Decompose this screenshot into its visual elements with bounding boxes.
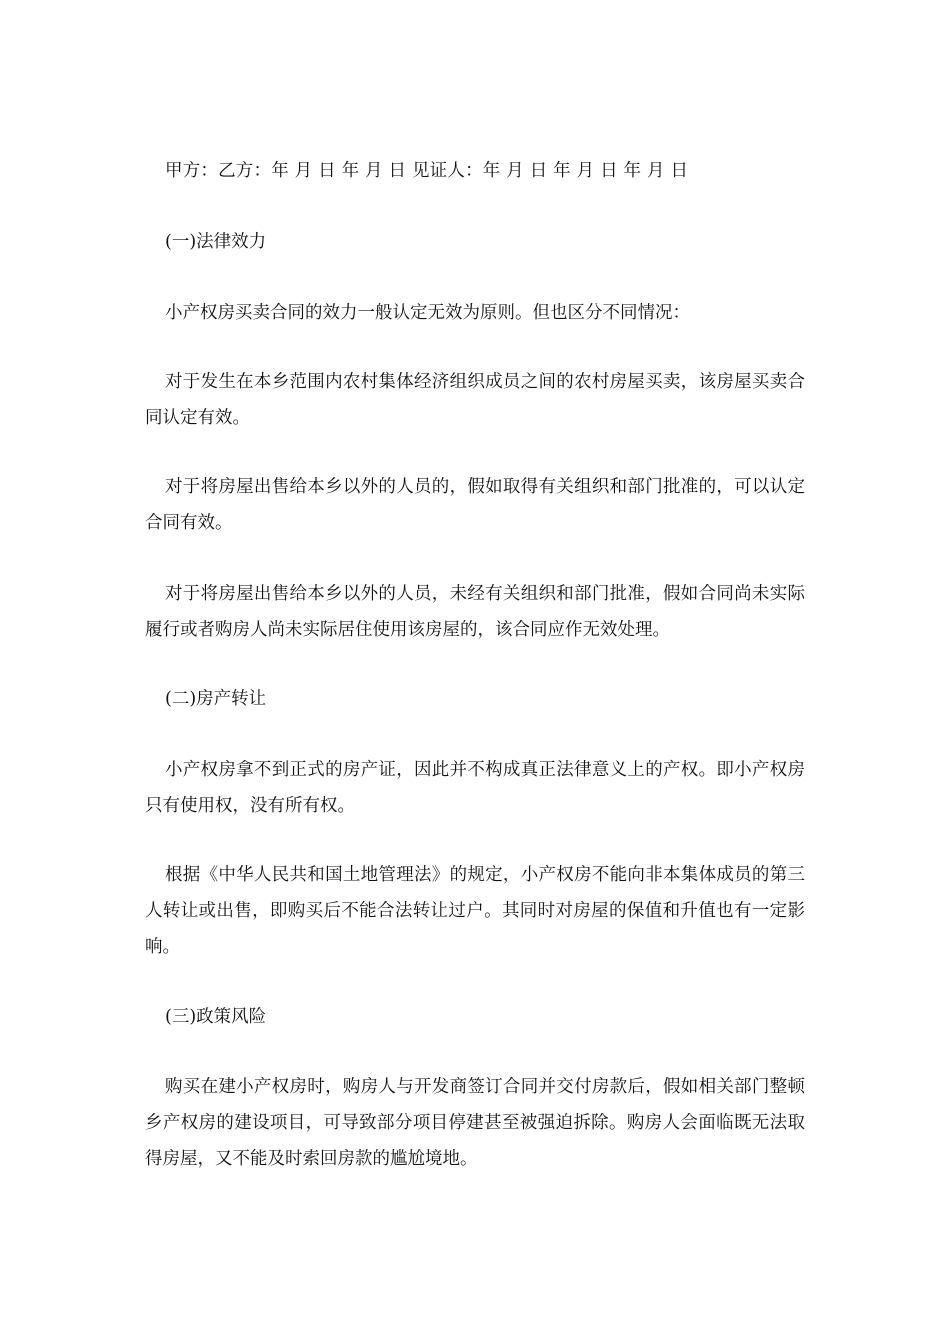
paragraph: 小产权房拿不到正式的房产证，因此并不构成真正法律意义上的产权。即小产权房只有使用权，没有所有权。: [145, 760, 805, 816]
paragraph: 根据《中华人民共和国土地管理法》的规定，小产权房不能向非本集体成员的第三人转让或出售，即购买后不能合法转让过户。其同时对房屋的保值和升值也有一定影响。: [145, 865, 805, 957]
section-heading-legal-effect: (一)法律效力: [165, 232, 267, 252]
paragraph: 购买在建小产权房时，购房人与开发商签订合同并交付房款后，假如相关部门整顿乡产权房的建设项目，可导致部分项目停建甚至被强迫拆除。购房人会面临既无法取得房屋，又不能及时索回房款的尴尬境地。: [145, 1077, 805, 1169]
section-heading-policy-risk: (三)政策风险: [165, 1007, 267, 1027]
section-heading-property-transfer: (二)房产转让: [165, 689, 267, 709]
signature-line: 甲方：乙方：年 月 日 年 月 日 见证人：年 月 日 年 月 日 年 月 日: [165, 161, 689, 181]
paragraph: 对于将房屋出售给本乡以外的人员，未经有关组织和部门批准，假如合同尚未实际履行或者购房人尚未实际居住使用该房屋的，该合同应作无效处理。: [145, 584, 805, 640]
paragraph: 小产权房买卖合同的效力一般认定无效为原则。但也区分不同情况：: [165, 303, 690, 323]
paragraph: 对于将房屋出售给本乡以外的人员的，假如取得有关组织和部门批准的，可以认定合同有效。: [145, 477, 805, 533]
paragraph: 对于发生在本乡范围内农村集体经济组织成员之间的农村房屋买卖，该房屋买卖合同认定有效。: [145, 372, 805, 428]
document-page: [145, 0, 805, 1344]
